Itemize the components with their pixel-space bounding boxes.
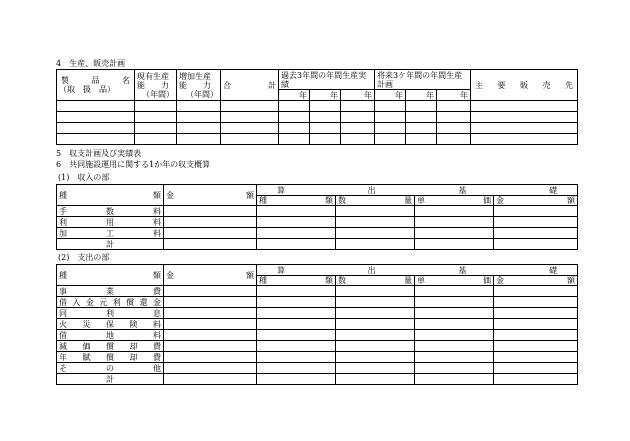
section-5-heading: 5 収支計画及び実績表 [56,149,142,158]
sub-header-amount: 金 額 [494,276,578,286]
expense-row-label: 年 賦 償 却 費 [57,352,164,363]
product-sub-label: （取 扱 品） [59,85,115,94]
header-char: 売 [542,80,551,90]
header-char: 出 [367,265,376,275]
type-header [57,185,164,206]
expense-row-label: そ の 他 [57,363,164,374]
header-char: 算 [277,265,285,275]
income-table [56,184,578,250]
header-char: 計 [268,80,276,90]
table-row [57,352,578,363]
header-char: 先 [565,80,574,90]
amount-header [164,185,257,206]
expense-row-label: 減 価 償 却 費 [57,341,164,352]
sub-header-type: 種 類 [257,196,336,206]
table-row [57,228,578,239]
header-char: 基 [458,265,467,275]
table-row [57,308,578,319]
table-row [57,134,578,145]
income-row-label: 加 工 料 [57,228,164,239]
table-row [57,206,578,217]
expense-row-label: 借 入 金 元 利 償 還 金 [57,297,164,308]
header-char: 金 [166,270,174,280]
header-char: 基 [458,185,467,195]
future-production-header: 将来3ケ年間の年間生産計画 [375,70,471,90]
header-char: 販 [520,80,529,90]
header-char: 類 [153,190,161,200]
table-row [57,112,578,123]
table-row [57,341,578,352]
expense-row-label: 同 利 息 [57,308,164,319]
expense-row-label: 火 災 保 険 料 [57,319,164,330]
header-line: （年間） [186,89,218,99]
header-line: 増加生産 [179,71,211,81]
table-row [57,330,578,341]
header-char: 礎 [548,185,557,195]
table-row [57,123,578,134]
income-total-label: 計 [57,239,164,250]
sub-header-unit-price: 単 価 [415,196,494,206]
current-capacity-header [135,70,177,101]
product-name-label [59,76,132,85]
header-char: 製 [61,76,69,85]
sub-header-quantity: 数 量 [336,196,415,206]
main-destination-header [471,70,578,101]
table-row [57,319,578,330]
header-char: 種 [59,190,67,200]
year-cell: 年 [406,90,437,101]
header-line: 能 力 [137,80,169,90]
header-char: 要 [497,80,506,90]
basis-header [257,185,578,196]
year-cell: 年 [279,90,310,101]
header-line: 能 力 [179,80,211,90]
income-row-label: 手 数 料 [57,206,164,217]
sub-header-unit-price: 単 価 [415,276,494,286]
header-char: 類 [153,270,161,280]
header-char: 金 [166,190,174,200]
year-cell: 年 [375,90,406,101]
header-char: 出 [367,185,376,195]
year-cell: 年 [437,90,471,101]
sub-header-type: 種 類 [257,276,336,286]
expense-row-label: 事 業 費 [57,286,164,297]
income-row-label: 利 用 料 [57,217,164,228]
table-row [57,286,578,297]
header-char: 主 [475,80,484,90]
header-char: 礎 [548,265,557,275]
header-char: 品 [91,76,100,85]
header-char: 名 [122,76,130,85]
table-row [57,297,578,308]
table-row [57,101,578,112]
expense-heading: (2) 支出の部 [58,253,110,262]
header-line: （年間） [142,89,174,99]
section-6-heading: 6 共同施設運用に関する1か年の収支概算 [56,160,211,169]
amount-header [164,265,257,286]
type-header [57,265,164,286]
header-char: 種 [59,270,67,280]
header-char: 額 [246,270,254,280]
basis-header [257,265,578,276]
product-name-header [57,70,135,101]
expense-total-label: 計 [57,374,164,385]
income-heading: (1) 収入の部 [58,173,110,182]
table-row [57,217,578,228]
sub-header-quantity: 数 量 [336,276,415,286]
header-char: 算 [277,185,285,195]
sub-header-amount: 金 額 [494,196,578,206]
expense-table [56,264,578,385]
expense-row-label: 借 地 料 [57,330,164,341]
header-line: 現有生産 [137,71,169,81]
header-char: 合 [223,80,231,90]
total-header [221,70,279,101]
table-row [57,239,578,250]
year-cell: 年 [310,90,341,101]
added-capacity-header [177,70,221,101]
section-4-heading: 4 生産、販売計画 [56,59,126,68]
table-row [57,363,578,374]
past-production-header: 過去3年間の年間生産実績 [279,70,375,90]
year-cell: 年 [341,90,375,101]
header-char: 額 [246,190,254,200]
production-sales-plan-table [56,69,578,145]
table-row [57,374,578,385]
